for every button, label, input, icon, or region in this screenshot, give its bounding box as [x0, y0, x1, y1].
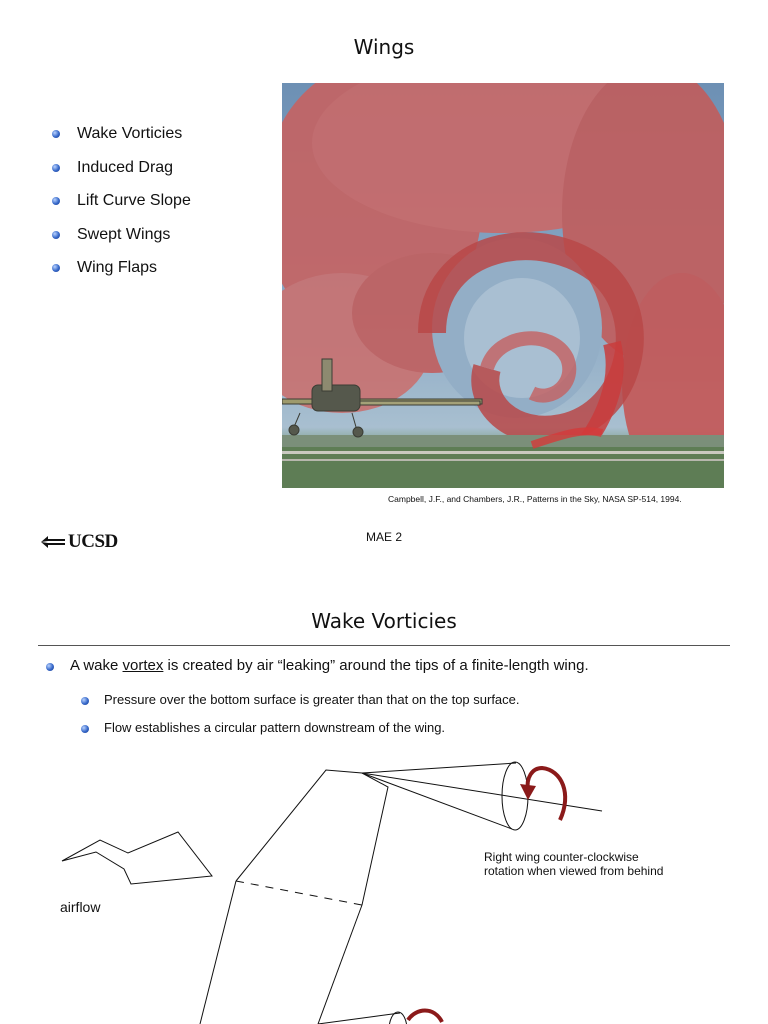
bullet-icon: [52, 264, 60, 272]
counter-clockwise-arrow-icon: [528, 768, 566, 820]
right-wing-label-line2: rotation when viewed from behind: [484, 864, 664, 878]
list-item: [48, 223, 191, 257]
photo-caption: Campbell, J.F., and Chambers, J.R., Patterns in the Sky, NASA SP-514, 1994.: [388, 494, 682, 504]
smoke-vortex-image: [282, 83, 724, 488]
left-vortex-cone-top: [318, 1013, 400, 1024]
bullet-icon: [81, 697, 89, 705]
bullet-icon: [52, 197, 60, 205]
list-item-label: Lift Curve Slope: [77, 192, 191, 209]
bullet-icon: [81, 725, 89, 733]
list-item-label: Swept Wings: [77, 225, 171, 243]
bullet-icon: [52, 130, 60, 138]
sub-bullet: [104, 720, 445, 735]
list-item: [48, 189, 191, 223]
ucsd-logo: [40, 531, 118, 553]
list-item-label: Wake Vorticies: [77, 125, 183, 142]
left-wing-trailing-edge: [318, 905, 362, 1024]
bullet-text-after: is created by air “leaking” around the tips of a finite-length wing.: [163, 657, 589, 674]
wake-vortex-photo: [282, 83, 724, 488]
topic-list: [48, 122, 191, 290]
list-item-label: Wing Flaps: [77, 259, 158, 276]
title-divider: [38, 645, 730, 646]
course-label: MAE 2: [366, 530, 403, 544]
left-wing-leading-edge: [200, 881, 236, 1024]
right-wing-outline: [236, 770, 388, 905]
slide-title-wake-vorticies: Wake Vorticies: [311, 609, 457, 633]
slide-title-wings: Wings: [353, 35, 415, 59]
arrowhead-icon: [520, 784, 536, 800]
right-wing-label-line1: Right wing counter-clockwise: [484, 850, 639, 864]
left-rotation-arrow-icon: [408, 1011, 442, 1023]
list-item: [48, 122, 191, 156]
main-bullet: [70, 657, 589, 674]
vortex-cone-top: [362, 763, 516, 773]
wing-root-dashed: [236, 881, 362, 905]
airflow-arrow-icon: [62, 832, 212, 884]
list-item: [48, 256, 191, 290]
bullet-icon: [52, 231, 60, 239]
sub-bullet: [104, 692, 520, 707]
list-item: [48, 156, 191, 190]
list-item-label: Induced Drag: [77, 158, 174, 176]
airflow-label: airflow: [60, 899, 101, 915]
sub-bullet-label: Pressure over the bottom surface is greater than that on the top surface.: [104, 692, 520, 707]
logo-text: UCSD: [68, 531, 118, 552]
bullet-icon: [46, 663, 54, 671]
bullet-text-before: A wake: [70, 657, 123, 674]
trident-icon: [40, 534, 66, 550]
vortex-link[interactable]: vortex: [122, 657, 164, 674]
sub-bullet-label: Flow establishes a circular pattern downstream of the wing.: [104, 720, 446, 735]
bullet-icon: [52, 164, 60, 172]
wing-vortex-diagram: [0, 740, 768, 1024]
